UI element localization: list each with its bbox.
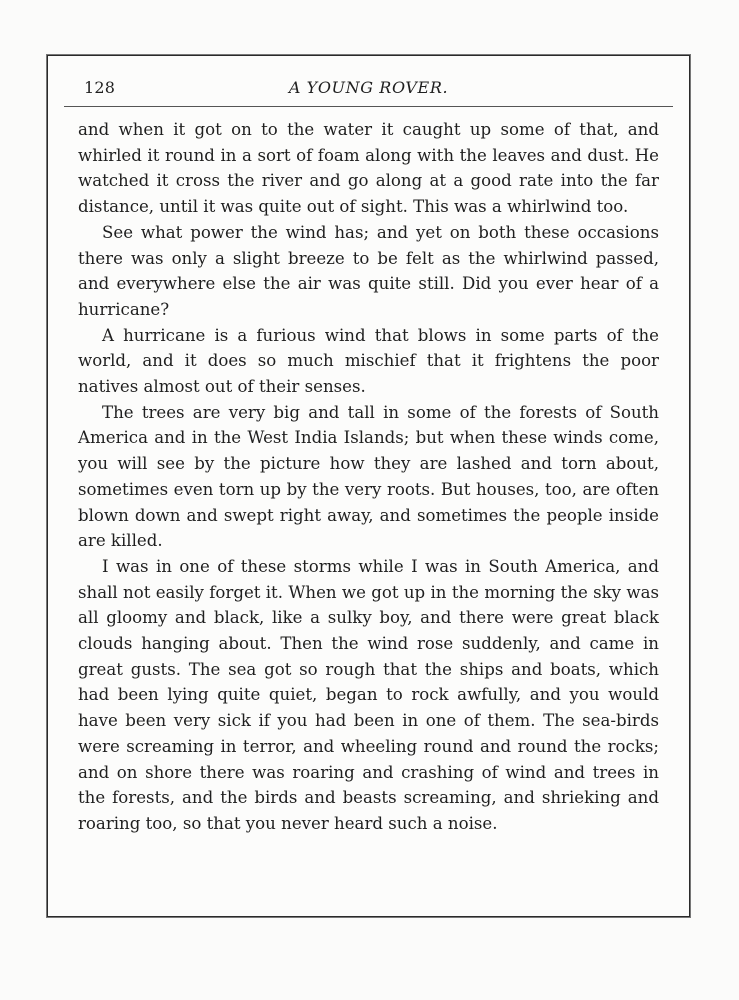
page-frame — [47, 55, 690, 917]
paragraph-5: I was in one of these storms while I was in South America, and shall not easily forget it. When we got up in the morning the sky was all gloomy and black, like a sulky boy, and there were great black clouds hanging about. Then the wind rose suddenly, and came in great gusts. The sea got so rough that the ships and boats, which had been lying quite quiet, began to rock awfully, and you would have been very sick if you had been in one of them. The sea-birds were screaming in terror, and wheeling round and round the rocks; and on shore there was roaring and crashing of wind and trees in the forests, and the birds and beasts screaming, and shrieking and roaring too, so that you never heard such a noise. — [78, 556, 659, 833]
header-rule — [64, 106, 673, 107]
paragraph-1: and when it got on to the water it caught up some of that, and whirled it round in a sort of foam along with the leaves and dust. He watched it cross the river and go along at a good rate into the far distance, until it was quite out of sight. This was a whirlwind too. — [78, 120, 659, 217]
running-title: A YOUNG ROVER. — [288, 78, 449, 97]
paragraph-4: The trees are very big and tall in some of the forests of South America and in the West India Islands; but when these winds come, you will see by the picture how they are lashed and torn about, sometimes even torn up by the very roots. But houses, too, are often blown down and swept right away, and sometimes the people inside are killed. — [78, 402, 659, 551]
paragraph-2: See what power the wind has; and yet on both these occasions there was only a slight breeze to be felt as the whirlwind passed, and everywhere else the air was quite still. Did you ever hear of a hurricane? — [78, 222, 659, 319]
paragraph-3: A hurricane is a furious wind that blows in some parts of the world, and it does so much mischief that it frightens the poor natives almost out of their senses. — [78, 325, 659, 397]
page-number: 128 — [84, 78, 116, 97]
text-body — [78, 117, 659, 837]
page-header — [64, 78, 673, 108]
